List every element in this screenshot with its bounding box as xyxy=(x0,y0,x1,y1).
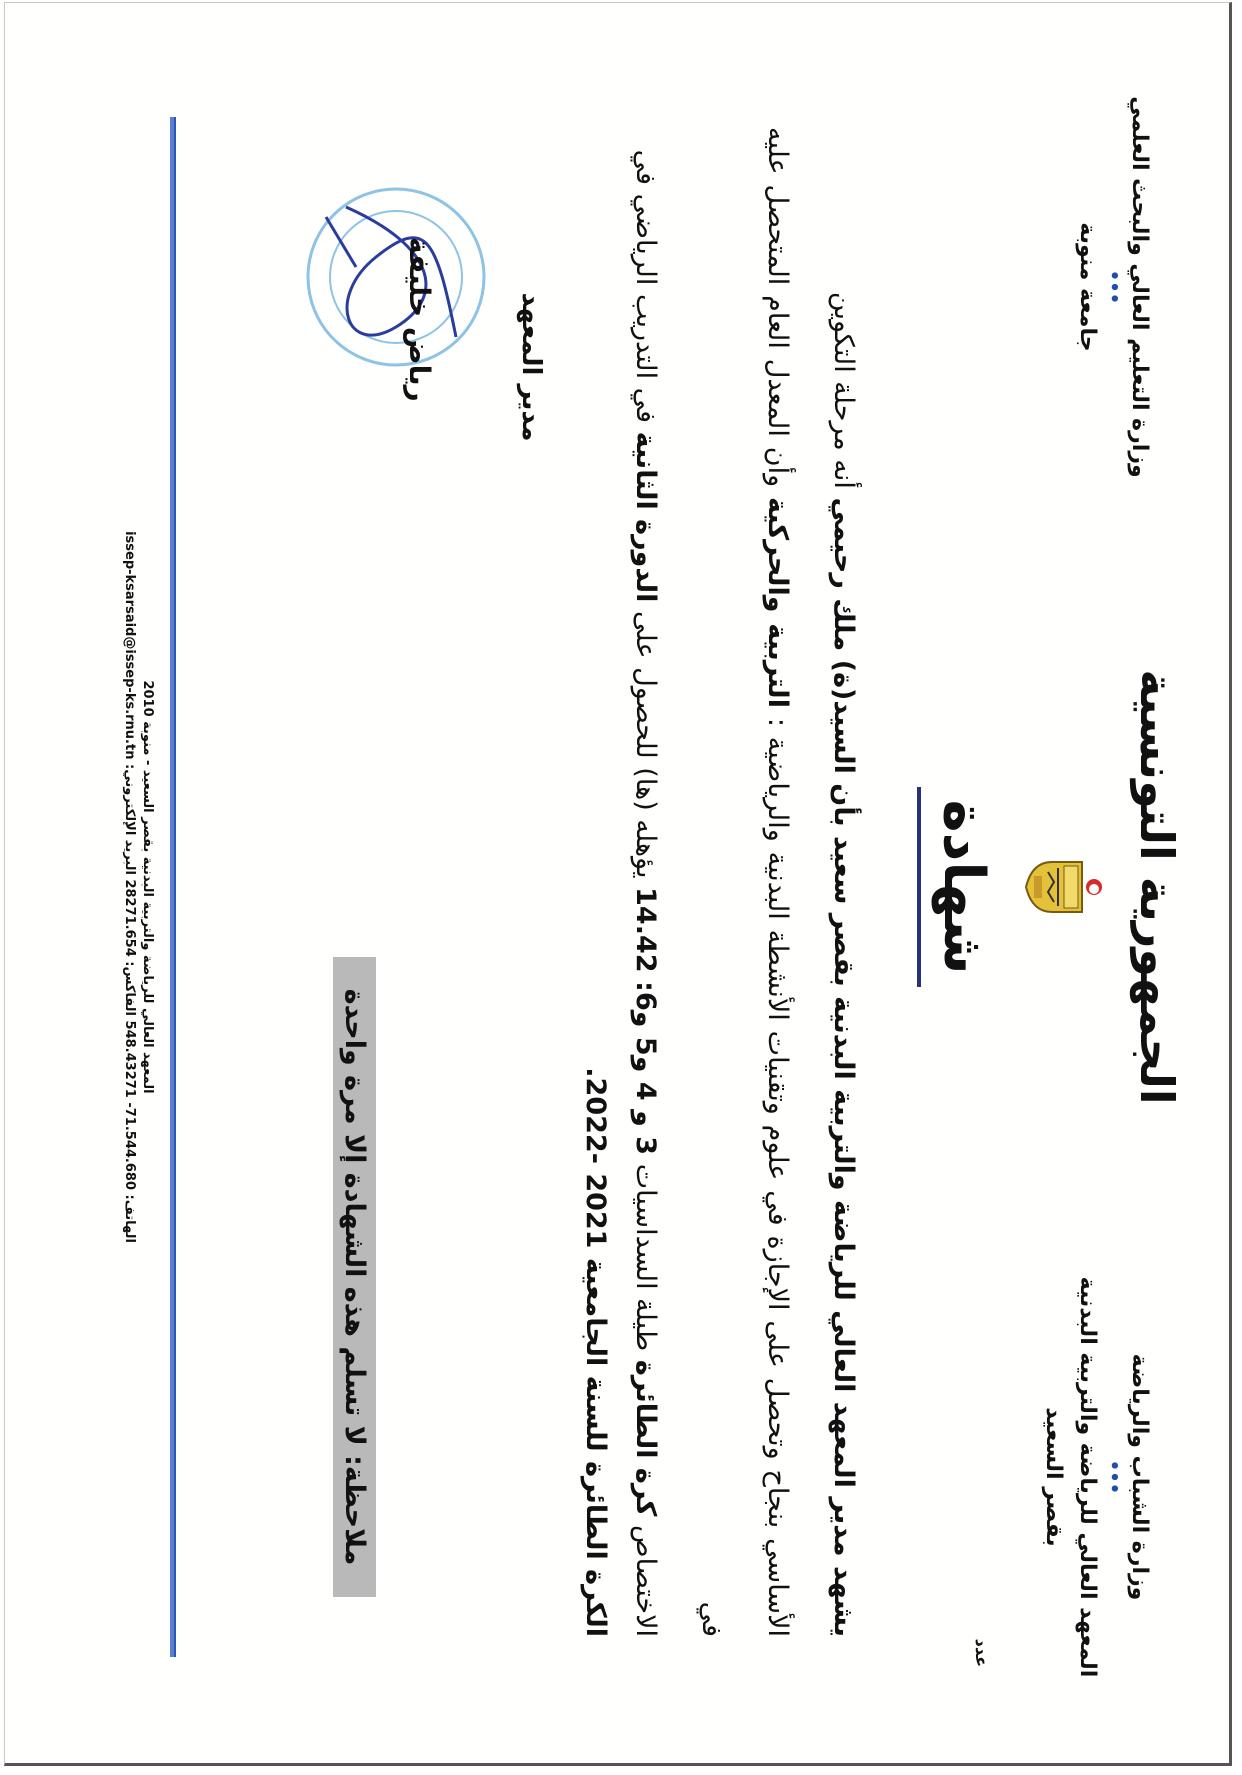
title-underline xyxy=(917,787,921,987)
university-name: جامعة منوبة xyxy=(1075,222,1100,352)
official-stamp-icon xyxy=(296,177,496,377)
certificate-body xyxy=(612,127,876,1637)
ministry-youth-sport: وزارة الشباب والرياضة xyxy=(1127,1353,1152,1601)
sport-name: كرة الطائرة xyxy=(630,1359,661,1517)
academic-year: 2021 -2022. xyxy=(580,1067,611,1249)
footer-contact: الهاتف: 71.544.680- 548.43271 الفاكس: 28271.654 البريد الإلكتروني: issep-ksarsaid@issep-ks.rnu.tn xyxy=(122,531,137,1243)
separator-dots: ••• xyxy=(1103,269,1124,305)
separator-dots: ••• xyxy=(1103,1459,1124,1495)
header-right xyxy=(1036,1257,1156,1697)
footer xyxy=(120,117,156,1657)
institute-name: المعهد العالي للرياضة والتربية البدنية بقصر السعيد xyxy=(1041,1276,1100,1678)
footer-rule xyxy=(170,117,176,1657)
reference-number: عدد xyxy=(972,1638,991,1667)
republic-title: الجمهورية التونسية xyxy=(1130,669,1184,1105)
certificate-title: شهادة xyxy=(931,799,996,975)
session: الدورة الثانية xyxy=(630,431,661,603)
average-grade: 14.42 xyxy=(630,887,661,973)
director-name: رياض خليفة xyxy=(403,237,436,402)
tunisia-coat-of-arms-icon xyxy=(1024,852,1104,922)
single-issue-note: ملاحظة: لا تسلم هذه الشهادة إلا مرة واحدة xyxy=(333,957,376,1597)
signature-block xyxy=(516,187,546,547)
body-line-2: الأساسي بنجاح وتحصل على الإجازة في علوم وتقنيات الأنشطة البدنية والرياضية : التربية والحركية وأن المعدل العام المتحصل عليه في xyxy=(696,127,793,1637)
specialty: التربية والحركية xyxy=(762,497,793,708)
ministry-higher-education: وزارة التعليم العالي والبحث العلمي xyxy=(1127,96,1152,478)
sport-name-2: الكرة الطائرة xyxy=(580,1461,611,1637)
footer-address: المعهد العالي للرياضة والتربية البدنية بقصر السعيد - منوبة 2010 xyxy=(140,680,155,1094)
semesters: 3 و 4 و5 و6: xyxy=(630,981,661,1156)
body-line-1: يشهد مدير المعهد العالي للرياضة والتربية البدنية بقصر سعيد بأن السيد(ة) ملك رحيمي أنه مرحلة التكوين xyxy=(828,291,859,1637)
body-line-3: الاختصاص كرة الطائرة طيلة السداسيات 3 و 4 و5 و6: 14.42 يؤهله (ها) للحصول على الدورة الثانية في التدريب الرياضي في xyxy=(630,149,661,1637)
header-left xyxy=(1070,77,1156,497)
director-title: مدير المعهد xyxy=(516,292,546,442)
body-line-4: الكرة الطائرة للسنة الجامعية 2021 -2022. xyxy=(580,1067,611,1637)
student-name: ملك رحيمي xyxy=(828,497,859,652)
certificate-document xyxy=(46,37,1196,1737)
